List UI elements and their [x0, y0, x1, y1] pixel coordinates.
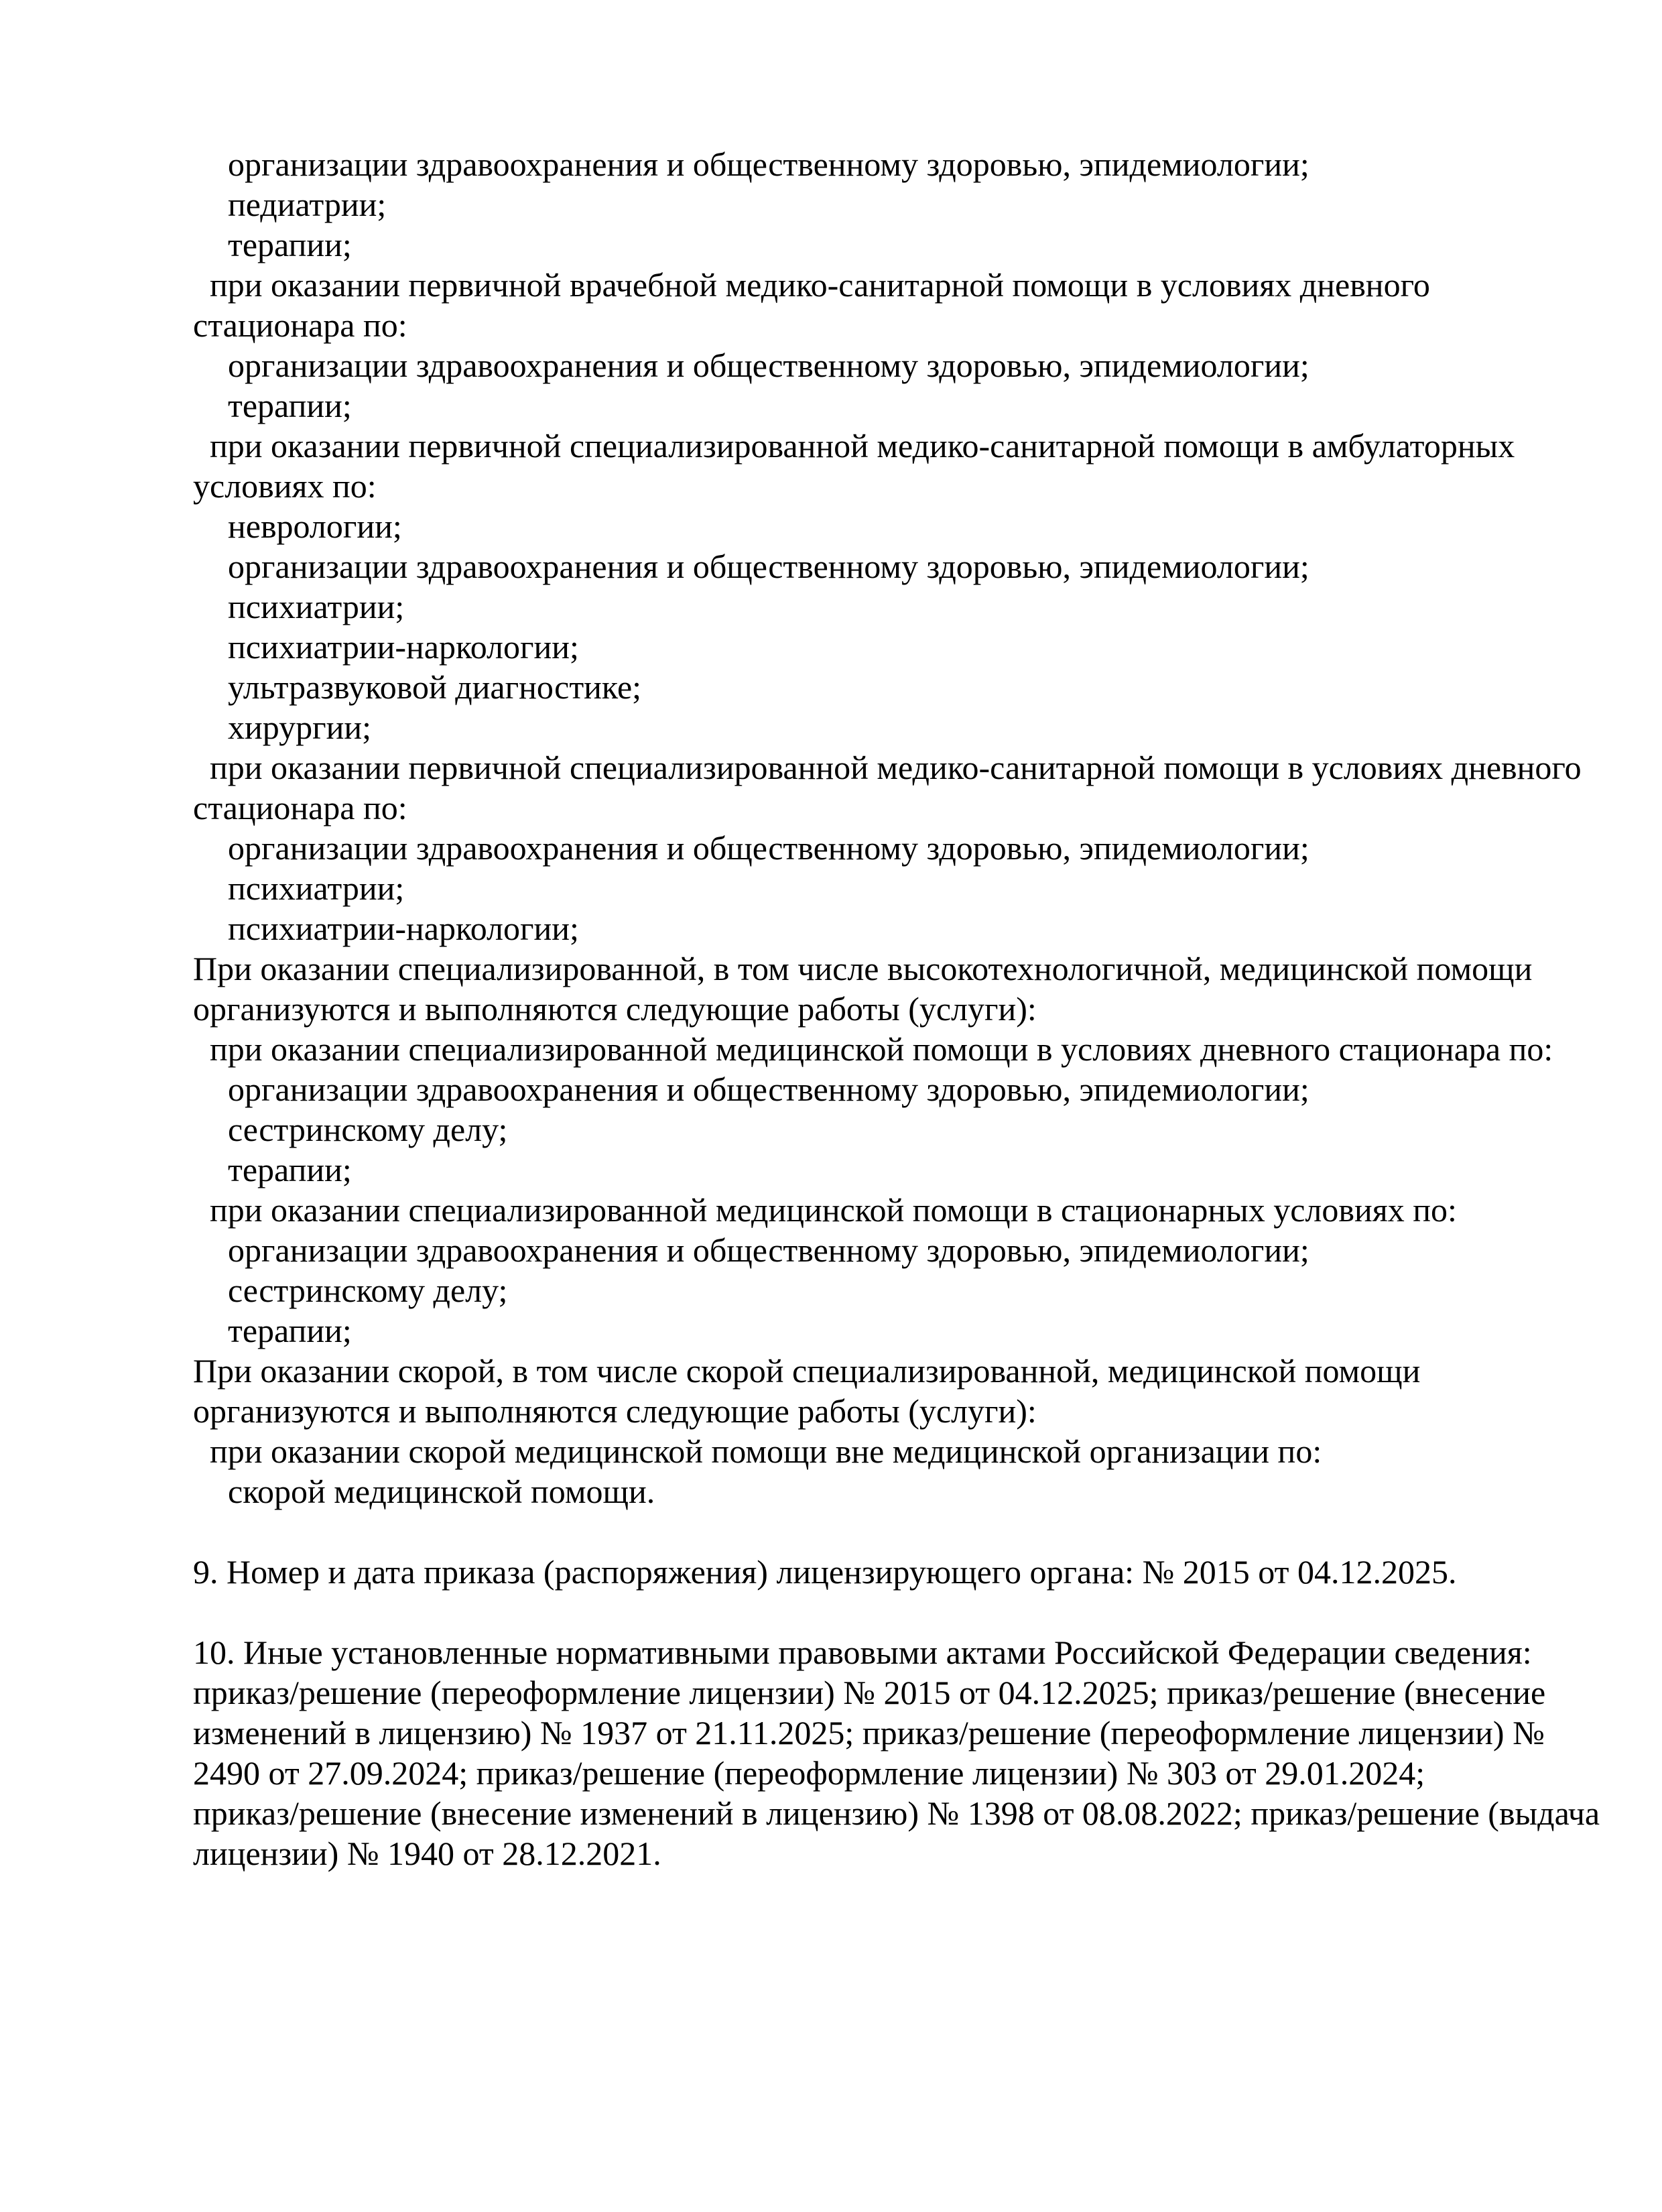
document-line: приказ/решение (переоформление лицензии) № 2015 от 04.12.2025; приказ/решение (внесение: [193, 1674, 1546, 1711]
document-line: ультразвуковой диагностике;: [228, 668, 642, 706]
blank-line: [193, 1512, 1574, 1552]
document-line: организации здравоохранения и общественному здоровью, эпидемиологии;: [228, 548, 1309, 585]
document-line: организации здравоохранения и общественному здоровью, эпидемиологии;: [228, 145, 1309, 183]
document-line: сестринскому делу;: [228, 1111, 508, 1148]
document-body: [193, 144, 1600, 1873]
document-line: психиатрии-наркологии;: [228, 910, 579, 947]
document-line: условиях по:: [193, 467, 377, 505]
document-line: 10. Иные установленные нормативными правовыми актами Российской Федерации сведения:: [193, 1634, 1532, 1671]
document-line: приказ/решение (внесение изменений в лицензию) № 1398 от 08.08.2022; приказ/решение (выдача: [193, 1794, 1600, 1832]
document-line: хирургии;: [228, 709, 372, 746]
document-line: при оказании первичной специализированной медико-санитарной помощи в условиях дневного: [210, 749, 1582, 786]
document-line: терапии;: [228, 1312, 352, 1349]
document-line: лицензии) № 1940 от 28.12.2021.: [193, 1835, 661, 1872]
document-line: организуются и выполняются следующие работы (услуги):: [193, 1392, 1037, 1430]
document-line: педиатрии;: [228, 186, 387, 223]
document-line: терапии;: [228, 1151, 352, 1188]
blank-line: [193, 1592, 1574, 1632]
document-line: организации здравоохранения и общественному здоровью, эпидемиологии;: [228, 1070, 1309, 1108]
document-line: При оказании скорой, в том числе скорой специализированной, медицинской помощи: [193, 1352, 1421, 1390]
document-line: стационара по:: [193, 789, 407, 826]
document-line: психиатрии;: [228, 588, 405, 625]
document-line: терапии;: [228, 226, 352, 263]
document-line: При оказании специализированной, в том числе высокотехнологичной, медицинской помощи: [193, 950, 1533, 987]
document-line: организации здравоохранения и общественному здоровью, эпидемиологии;: [228, 1231, 1309, 1269]
document-line: при оказании первичной врачебной медико-санитарной помощи в условиях дневного: [210, 266, 1430, 304]
document-line: организации здравоохранения и общественному здоровью, эпидемиологии;: [228, 829, 1309, 867]
document-line: 9. Номер и дата приказа (распоряжения) лицензирующего органа: № 2015 от 04.12.2025.: [193, 1553, 1457, 1591]
document-line: 2490 от 27.09.2024; приказ/решение (переоформление лицензии) № 303 от 29.01.2024;: [193, 1754, 1425, 1792]
document-line: сестринскому делу;: [228, 1272, 508, 1309]
document-line: организации здравоохранения и общественному здоровью, эпидемиологии;: [228, 347, 1309, 384]
document-line: при оказании специализированной медицинской помощи в условиях дневного стационара по:: [210, 1030, 1553, 1068]
document-line: психиатрии;: [228, 869, 405, 907]
document-line: скорой медицинской помощи.: [228, 1473, 655, 1510]
document-line: психиатрии-наркологии;: [228, 628, 579, 666]
document-line: стационара по:: [193, 306, 407, 344]
document-line: при оказании скорой медицинской помощи вне медицинской организации по:: [210, 1432, 1322, 1470]
document-line: изменений в лицензию) № 1937 от 21.11.2025; приказ/решение (переоформление лицензии) №: [193, 1714, 1545, 1752]
document-line: терапии;: [228, 387, 352, 424]
document-line: организуются и выполняются следующие работы (услуги):: [193, 990, 1037, 1028]
document-line: при оказании специализированной медицинской помощи в стационарных условиях по:: [210, 1191, 1457, 1229]
document-line: неврологии;: [228, 507, 402, 545]
document-line: при оказании первичной специализированной медико-санитарной помощи в амбулаторных: [210, 427, 1515, 465]
